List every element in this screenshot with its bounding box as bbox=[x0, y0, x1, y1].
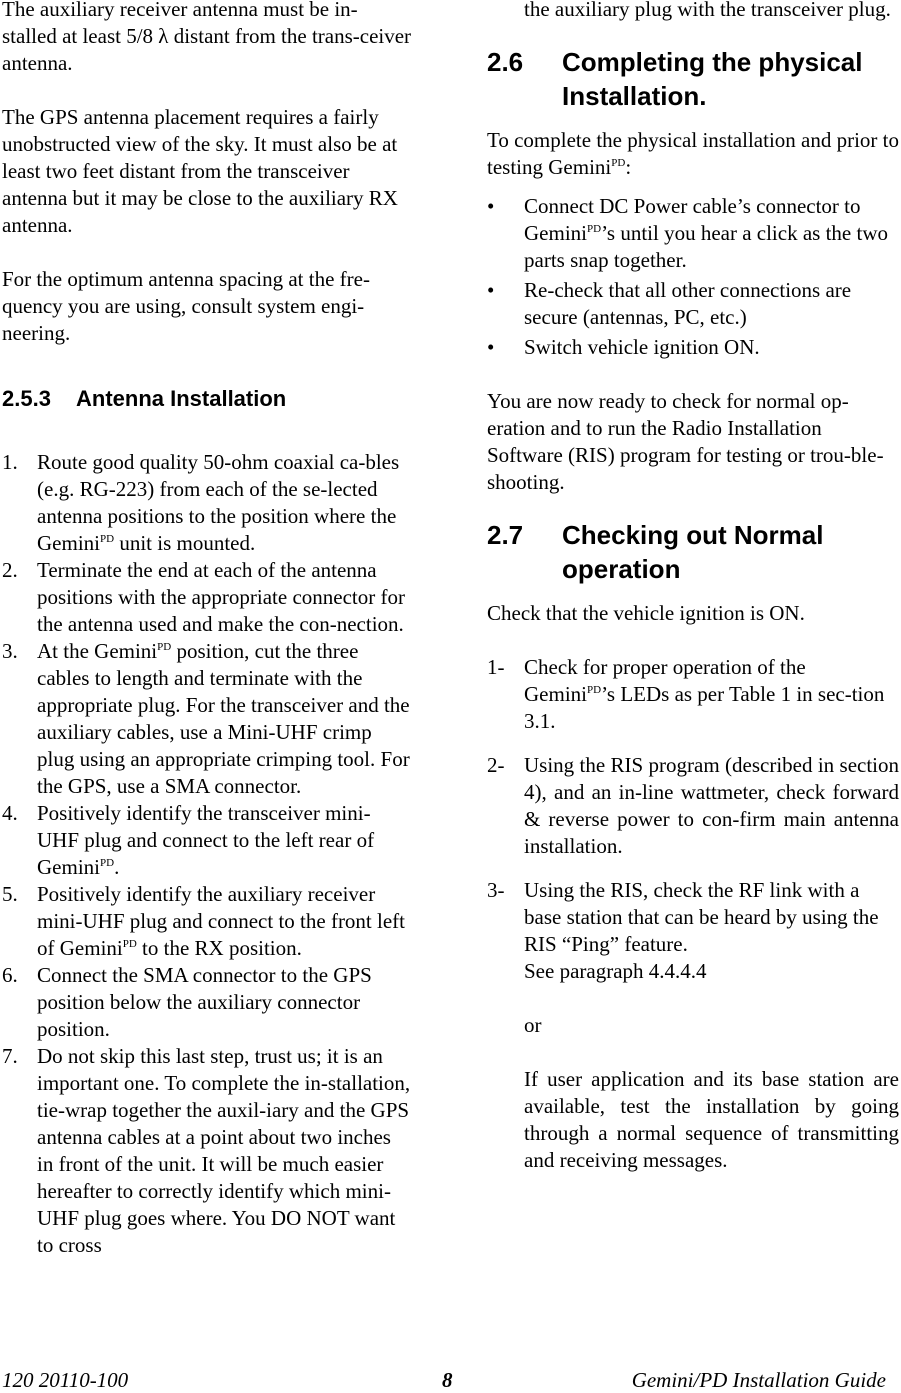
document-title: Gemini/PD Installation Guide bbox=[631, 1368, 886, 1392]
final-paragraph: If user application and its base station are available, test the installation by going through a normal sequence of transmitting and receiving messages. bbox=[524, 1067, 899, 1172]
step-number: 6. bbox=[2, 963, 18, 987]
superscript: PD bbox=[587, 223, 602, 235]
heading-antenna-installation bbox=[2, 385, 412, 413]
list-item bbox=[2, 638, 412, 800]
step-text-tail: . bbox=[114, 855, 120, 879]
list-item bbox=[2, 962, 412, 1043]
step-number: 3. bbox=[2, 639, 18, 663]
step-number: 5. bbox=[2, 882, 18, 906]
list-item bbox=[2, 557, 412, 638]
check-text: Using the RIS program (described in section 4), and an in-line wattmeter, check forward & reverse power to con-firm main antenna installation. bbox=[524, 753, 899, 858]
bullet-icon: • bbox=[487, 278, 495, 302]
bullet-text: Switch vehicle ignition ON. bbox=[524, 335, 760, 359]
step-text-tail: position, cut the three cables to length and terminate with the appropriate plug. For the transceiver and the auxiliary cables, use a Mini-UHF crimp plug using an appropriate crimping tool. For the GPS, use a SMA connector. bbox=[37, 639, 410, 798]
step-number: 4. bbox=[2, 801, 18, 825]
heading-number: 2.6 bbox=[487, 47, 524, 77]
intro-text-tail: : bbox=[625, 155, 632, 179]
step-text: Positively identify the transceiver mini-UHF plug and connect to the left rear of Gemini bbox=[37, 801, 375, 879]
heading-text: Checking out Normal operation bbox=[562, 520, 824, 584]
paragraph-complete-intro bbox=[487, 127, 899, 181]
check-number: 2- bbox=[487, 753, 505, 777]
paragraph-aux-antenna: The auxiliary receiver antenna must be in-stalled at least 5/8 λ distant from the trans-ceiver antenna. bbox=[2, 0, 412, 75]
check-number: 1- bbox=[487, 655, 505, 679]
list-item bbox=[2, 1043, 412, 1259]
step-text: Terminate the end at each of the antenna positions with the appropriate connector for the antenna used and make the con-nection. bbox=[37, 558, 405, 636]
or-text: or bbox=[524, 1013, 542, 1037]
left-column bbox=[2, 0, 412, 1259]
heading-number: 2.5.3 bbox=[2, 386, 51, 411]
step-text: Do not skip this last step, trust us; it is an important one. To complete the in-stallation, tie-wrap together the auxil-iary and the GPS antenna cables at a point about two inches in front of the unit. It will be much easier hereafter to correctly identify which mini-UHF plug goes where. You DO NOT want to cross bbox=[37, 1044, 411, 1257]
step-number: 2. bbox=[2, 558, 18, 582]
check-text-tail: ’s LEDs as per Table 1 in sec-tion 3.1. bbox=[524, 682, 885, 733]
superscript: PD bbox=[587, 684, 602, 696]
check-number: 3- bbox=[487, 878, 505, 902]
superscript: PD bbox=[611, 157, 626, 169]
list-item bbox=[2, 449, 412, 557]
superscript: PD bbox=[100, 857, 115, 869]
intro-text: To complete the physical installation and prior to testing Gemini bbox=[487, 128, 900, 179]
step-text-tail: to the RX position. bbox=[136, 936, 302, 960]
list-item bbox=[487, 193, 899, 274]
bullet-text: Re-check that all other connections are secure (antennas, PC, etc.) bbox=[524, 278, 852, 329]
check-text: Check for proper operation of the Gemini bbox=[524, 655, 806, 706]
heading-checking-operation bbox=[487, 518, 899, 586]
step-text: Route good quality 50-ohm coaxial ca-bles (e.g. RG-223) from each of the se-lected antenna positions to the position where the Gemini bbox=[37, 450, 400, 555]
step-text: Positively identify the auxiliary receiver mini-UHF plug and connect to the front left of Gemini bbox=[37, 882, 406, 960]
step-text-tail: unit is mounted. bbox=[114, 531, 256, 555]
see-paragraph: See paragraph 4.4.4.4 bbox=[524, 959, 707, 983]
bullet-icon: • bbox=[487, 194, 495, 218]
paragraph-antenna-spacing: For the optimum antenna spacing at the fre-quency you are using, consult system engi-neering. bbox=[2, 267, 370, 345]
list-item bbox=[487, 334, 899, 361]
document-number: 120 20110-100 bbox=[2, 1368, 129, 1392]
right-column bbox=[487, 0, 899, 1174]
completion-checklist bbox=[487, 193, 899, 361]
heading-completing-installation bbox=[487, 45, 899, 113]
step-number: 7. bbox=[2, 1044, 18, 1068]
check-text: Using the RIS, check the RF link with a base station that can be heard by using the RIS “Ping” feature. bbox=[524, 878, 879, 956]
step-number: 1. bbox=[2, 450, 18, 474]
bullet-icon: • bbox=[487, 335, 495, 359]
superscript: PD bbox=[157, 641, 172, 653]
paragraph-ignition-check: Check that the vehicle ignition is ON. bbox=[487, 601, 805, 625]
step-text: At the Gemini bbox=[37, 639, 158, 663]
list-item bbox=[487, 277, 899, 331]
bullet-text: Connect DC Power cable’s connector to Gemini bbox=[524, 194, 861, 245]
step-text: Connect the SMA connector to the GPS position below the auxiliary connector position. bbox=[37, 963, 372, 1041]
list-item bbox=[2, 881, 412, 962]
paragraph-ready: You are now ready to check for normal op-eration and to run the Radio Installation Software (RIS) program for testing or trou-ble-shooting. bbox=[487, 389, 884, 494]
page-number: 8 bbox=[442, 1368, 453, 1392]
list-item bbox=[487, 654, 899, 735]
list-item bbox=[487, 752, 899, 860]
heading-text: Antenna Installation bbox=[76, 386, 287, 411]
bullet-text-tail: ’s until you hear a click as the two parts snap together. bbox=[524, 221, 888, 272]
superscript: PD bbox=[100, 533, 115, 545]
heading-number: 2.7 bbox=[487, 520, 524, 550]
continued-text: the auxiliary plug with the transceiver plug. bbox=[524, 0, 891, 21]
list-item bbox=[487, 877, 899, 1174]
heading-text: Completing the physical Installation. bbox=[562, 47, 863, 111]
paragraph-gps-placement: The GPS antenna placement requires a fairly unobstructed view of the sky. It must also be at least two feet distant from the transceiver antenna but it may be close to the auxiliary RX antenna. bbox=[2, 105, 398, 237]
superscript: PD bbox=[122, 938, 137, 950]
list-item bbox=[2, 800, 412, 881]
installation-steps bbox=[2, 449, 412, 1259]
